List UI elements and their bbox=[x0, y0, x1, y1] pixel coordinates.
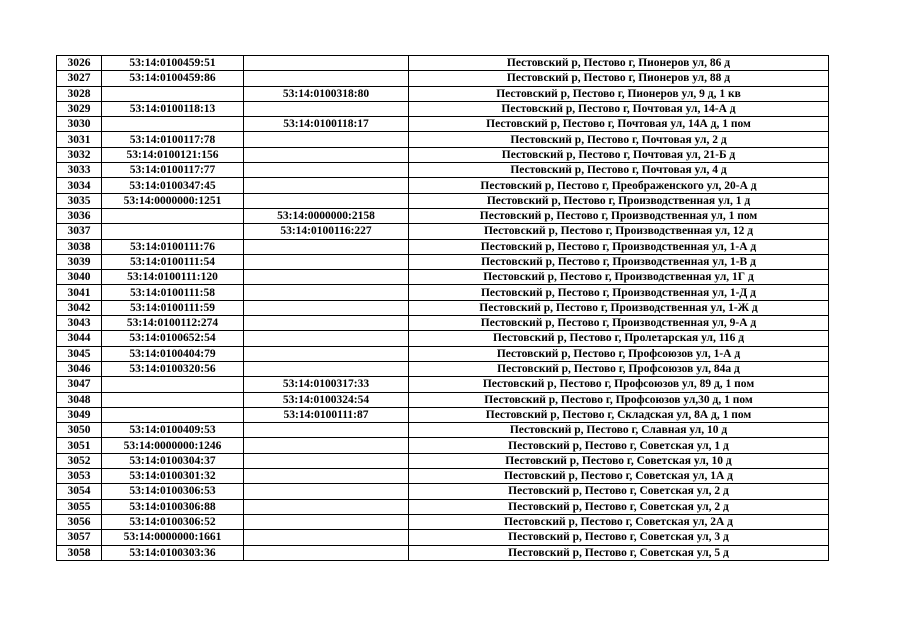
row-number-cell: 3045 bbox=[57, 346, 102, 361]
address-cell: Пестовский р, Пестово г, Производственная ул, 1-Ж д bbox=[409, 300, 829, 315]
address-cell: Пестовский р, Пестово г, Пионеров ул, 86 д bbox=[409, 56, 829, 71]
row-number-cell: 3035 bbox=[57, 193, 102, 208]
row-number-cell: 3030 bbox=[57, 117, 102, 132]
table-row bbox=[57, 56, 829, 71]
row-number-cell: 3048 bbox=[57, 392, 102, 407]
premises-cadastral-number-cell bbox=[244, 545, 409, 560]
premises-cadastral-number-cell bbox=[244, 178, 409, 193]
row-number-cell: 3043 bbox=[57, 316, 102, 331]
address-cell: Пестовский р, Пестово г, Производственная ул, 1-Д д bbox=[409, 285, 829, 300]
cadastral-number-cell bbox=[102, 117, 244, 132]
premises-cadastral-number-cell bbox=[244, 423, 409, 438]
address-cell: Пестовский р, Пестово г, Производственная ул, 1-А д bbox=[409, 239, 829, 254]
cadastral-number-cell bbox=[102, 224, 244, 239]
row-number-cell: 3033 bbox=[57, 163, 102, 178]
address-cell: Пестовский р, Пестово г, Производственная ул, 12 д bbox=[409, 224, 829, 239]
cadastral-number-cell: 53:14:0100111:120 bbox=[102, 270, 244, 285]
table-row bbox=[57, 86, 829, 101]
table-row bbox=[57, 331, 829, 346]
premises-cadastral-number-cell bbox=[244, 71, 409, 86]
address-cell: Пестовский р, Пестово г, Пионеров ул, 9 д, 1 кв bbox=[409, 86, 829, 101]
registry-table bbox=[56, 55, 829, 561]
row-number-cell: 3052 bbox=[57, 453, 102, 468]
premises-cadastral-number-cell bbox=[244, 285, 409, 300]
row-number-cell: 3046 bbox=[57, 361, 102, 376]
table-row bbox=[57, 377, 829, 392]
address-cell: Пестовский р, Пестово г, Славная ул, 10 д bbox=[409, 423, 829, 438]
premises-cadastral-number-cell: 53:14:0100324:54 bbox=[244, 392, 409, 407]
premises-cadastral-number-cell: 53:14:0100118:17 bbox=[244, 117, 409, 132]
premises-cadastral-number-cell bbox=[244, 56, 409, 71]
premises-cadastral-number-cell: 53:14:0100318:80 bbox=[244, 86, 409, 101]
table-row bbox=[57, 316, 829, 331]
address-cell: Пестовский р, Пестово г, Почтовая ул, 4 д bbox=[409, 163, 829, 178]
premises-cadastral-number-cell bbox=[244, 316, 409, 331]
premises-cadastral-number-cell bbox=[244, 163, 409, 178]
cadastral-number-cell: 53:14:0100306:88 bbox=[102, 499, 244, 514]
table-row bbox=[57, 514, 829, 529]
table-row bbox=[57, 407, 829, 422]
cadastral-number-cell: 53:14:0100304:37 bbox=[102, 453, 244, 468]
row-number-cell: 3026 bbox=[57, 56, 102, 71]
cadastral-number-cell: 53:14:0100652:54 bbox=[102, 331, 244, 346]
row-number-cell: 3029 bbox=[57, 101, 102, 116]
premises-cadastral-number-cell bbox=[244, 361, 409, 376]
cadastral-number-cell: 53:14:0100306:52 bbox=[102, 514, 244, 529]
address-cell: Пестовский р, Пестово г, Преображенского ул, 20-А д bbox=[409, 178, 829, 193]
row-number-cell: 3049 bbox=[57, 407, 102, 422]
cadastral-number-cell: 53:14:0000000:1661 bbox=[102, 530, 244, 545]
premises-cadastral-number-cell bbox=[244, 530, 409, 545]
cadastral-number-cell: 53:14:0100347:45 bbox=[102, 178, 244, 193]
address-cell: Пестовский р, Пестово г, Производственная ул, 1-В д bbox=[409, 254, 829, 269]
row-number-cell: 3032 bbox=[57, 147, 102, 162]
table-row bbox=[57, 361, 829, 376]
address-cell: Пестовский р, Пестово г, Советская ул, 2 д bbox=[409, 484, 829, 499]
row-number-cell: 3039 bbox=[57, 254, 102, 269]
cadastral-number-cell: 53:14:0100121:156 bbox=[102, 147, 244, 162]
table-row bbox=[57, 117, 829, 132]
premises-cadastral-number-cell bbox=[244, 147, 409, 162]
address-cell: Пестовский р, Пестово г, Пионеров ул, 88 д bbox=[409, 71, 829, 86]
cadastral-number-cell bbox=[102, 208, 244, 223]
address-cell: Пестовский р, Пестово г, Профсоюзов ул,30 д, 1 пом bbox=[409, 392, 829, 407]
premises-cadastral-number-cell bbox=[244, 499, 409, 514]
cadastral-number-cell bbox=[102, 407, 244, 422]
premises-cadastral-number-cell: 53:14:0100317:33 bbox=[244, 377, 409, 392]
premises-cadastral-number-cell bbox=[244, 331, 409, 346]
table-row bbox=[57, 239, 829, 254]
cadastral-number-cell: 53:14:0100409:53 bbox=[102, 423, 244, 438]
address-cell: Пестовский р, Пестово г, Производственная ул, 1 д bbox=[409, 193, 829, 208]
premises-cadastral-number-cell: 53:14:0100116:227 bbox=[244, 224, 409, 239]
row-number-cell: 3037 bbox=[57, 224, 102, 239]
address-cell: Пестовский р, Пестово г, Пролетарская ул, 116 д bbox=[409, 331, 829, 346]
table-row bbox=[57, 101, 829, 116]
premises-cadastral-number-cell bbox=[244, 514, 409, 529]
address-cell: Пестовский р, Пестово г, Советская ул, 1А д bbox=[409, 469, 829, 484]
cadastral-number-cell: 53:14:0100404:79 bbox=[102, 346, 244, 361]
row-number-cell: 3051 bbox=[57, 438, 102, 453]
premises-cadastral-number-cell bbox=[244, 239, 409, 254]
premises-cadastral-number-cell bbox=[244, 270, 409, 285]
table-row bbox=[57, 193, 829, 208]
address-cell: Пестовский р, Пестово г, Почтовая ул, 14А д, 1 пом bbox=[409, 117, 829, 132]
cadastral-number-cell: 53:14:0100117:77 bbox=[102, 163, 244, 178]
premises-cadastral-number-cell bbox=[244, 300, 409, 315]
address-cell: Пестовский р, Пестово г, Советская ул, 1 д bbox=[409, 438, 829, 453]
premises-cadastral-number-cell bbox=[244, 438, 409, 453]
table-row bbox=[57, 270, 829, 285]
table-row bbox=[57, 530, 829, 545]
row-number-cell: 3028 bbox=[57, 86, 102, 101]
cadastral-number-cell: 53:14:0100459:86 bbox=[102, 71, 244, 86]
table-row bbox=[57, 147, 829, 162]
premises-cadastral-number-cell bbox=[244, 453, 409, 468]
table-row bbox=[57, 499, 829, 514]
address-cell: Пестовский р, Пестово г, Профсоюзов ул, 84а д bbox=[409, 361, 829, 376]
premises-cadastral-number-cell bbox=[244, 484, 409, 499]
address-cell: Пестовский р, Пестово г, Производственная ул, 1 пом bbox=[409, 208, 829, 223]
premises-cadastral-number-cell bbox=[244, 346, 409, 361]
row-number-cell: 3050 bbox=[57, 423, 102, 438]
table-row bbox=[57, 71, 829, 86]
row-number-cell: 3036 bbox=[57, 208, 102, 223]
table-row bbox=[57, 346, 829, 361]
table-row bbox=[57, 484, 829, 499]
cadastral-number-cell: 53:14:0100306:53 bbox=[102, 484, 244, 499]
table-row bbox=[57, 453, 829, 468]
row-number-cell: 3042 bbox=[57, 300, 102, 315]
premises-cadastral-number-cell bbox=[244, 193, 409, 208]
address-cell: Пестовский р, Пестово г, Профсоюзов ул, 1-А д bbox=[409, 346, 829, 361]
table-row bbox=[57, 300, 829, 315]
table-row bbox=[57, 438, 829, 453]
address-cell: Пестовский р, Пестово г, Профсоюзов ул, 89 д, 1 пом bbox=[409, 377, 829, 392]
address-cell: Пестовский р, Пестово г, Советская ул, 2 д bbox=[409, 499, 829, 514]
cadastral-number-cell: 53:14:0000000:1251 bbox=[102, 193, 244, 208]
cadastral-number-cell: 53:14:0100111:59 bbox=[102, 300, 244, 315]
row-number-cell: 3055 bbox=[57, 499, 102, 514]
address-cell: Пестовский р, Пестово г, Складская ул, 8А д, 1 пом bbox=[409, 407, 829, 422]
row-number-cell: 3027 bbox=[57, 71, 102, 86]
cadastral-number-cell: 53:14:0100301:32 bbox=[102, 469, 244, 484]
table-row bbox=[57, 178, 829, 193]
table-row bbox=[57, 132, 829, 147]
row-number-cell: 3057 bbox=[57, 530, 102, 545]
address-cell: Пестовский р, Пестово г, Производственная ул, 1Г д bbox=[409, 270, 829, 285]
row-number-cell: 3054 bbox=[57, 484, 102, 499]
cadastral-number-cell: 53:14:0000000:1246 bbox=[102, 438, 244, 453]
premises-cadastral-number-cell bbox=[244, 254, 409, 269]
row-number-cell: 3047 bbox=[57, 377, 102, 392]
address-cell: Пестовский р, Пестово г, Почтовая ул, 14-А д bbox=[409, 101, 829, 116]
premises-cadastral-number-cell bbox=[244, 132, 409, 147]
cadastral-number-cell: 53:14:0100111:58 bbox=[102, 285, 244, 300]
table-row bbox=[57, 285, 829, 300]
cadastral-number-cell: 53:14:0100111:54 bbox=[102, 254, 244, 269]
row-number-cell: 3044 bbox=[57, 331, 102, 346]
address-cell: Пестовский р, Пестово г, Почтовая ул, 2 д bbox=[409, 132, 829, 147]
premises-cadastral-number-cell bbox=[244, 469, 409, 484]
table-row bbox=[57, 224, 829, 239]
row-number-cell: 3034 bbox=[57, 178, 102, 193]
cadastral-number-cell: 53:14:0100303:36 bbox=[102, 545, 244, 560]
cadastral-number-cell bbox=[102, 377, 244, 392]
premises-cadastral-number-cell bbox=[244, 101, 409, 116]
row-number-cell: 3038 bbox=[57, 239, 102, 254]
table-row bbox=[57, 254, 829, 269]
row-number-cell: 3040 bbox=[57, 270, 102, 285]
row-number-cell: 3031 bbox=[57, 132, 102, 147]
address-cell: Пестовский р, Пестово г, Почтовая ул, 21-Б д bbox=[409, 147, 829, 162]
address-cell: Пестовский р, Пестово г, Советская ул, 3 д bbox=[409, 530, 829, 545]
cadastral-number-cell bbox=[102, 392, 244, 407]
address-cell: Пестовский р, Пестово г, Советская ул, 2А д bbox=[409, 514, 829, 529]
cadastral-number-cell: 53:14:0100118:13 bbox=[102, 101, 244, 116]
cadastral-number-cell bbox=[102, 86, 244, 101]
table-row bbox=[57, 545, 829, 560]
premises-cadastral-number-cell: 53:14:0000000:2158 bbox=[244, 208, 409, 223]
registry-table-body bbox=[57, 56, 829, 561]
cadastral-number-cell: 53:14:0100459:51 bbox=[102, 56, 244, 71]
table-row bbox=[57, 469, 829, 484]
address-cell: Пестовский р, Пестово г, Производственная ул, 9-А д bbox=[409, 316, 829, 331]
premises-cadastral-number-cell: 53:14:0100111:87 bbox=[244, 407, 409, 422]
row-number-cell: 3053 bbox=[57, 469, 102, 484]
row-number-cell: 3056 bbox=[57, 514, 102, 529]
cadastral-number-cell: 53:14:0100111:76 bbox=[102, 239, 244, 254]
cadastral-number-cell: 53:14:0100320:56 bbox=[102, 361, 244, 376]
row-number-cell: 3041 bbox=[57, 285, 102, 300]
cadastral-number-cell: 53:14:0100112:274 bbox=[102, 316, 244, 331]
table-row bbox=[57, 208, 829, 223]
table-row bbox=[57, 163, 829, 178]
address-cell: Пестовский р, Пестово г, Советская ул, 10 д bbox=[409, 453, 829, 468]
table-row bbox=[57, 423, 829, 438]
row-number-cell: 3058 bbox=[57, 545, 102, 560]
table-row bbox=[57, 392, 829, 407]
address-cell: Пестовский р, Пестово г, Советская ул, 5 д bbox=[409, 545, 829, 560]
cadastral-number-cell: 53:14:0100117:78 bbox=[102, 132, 244, 147]
